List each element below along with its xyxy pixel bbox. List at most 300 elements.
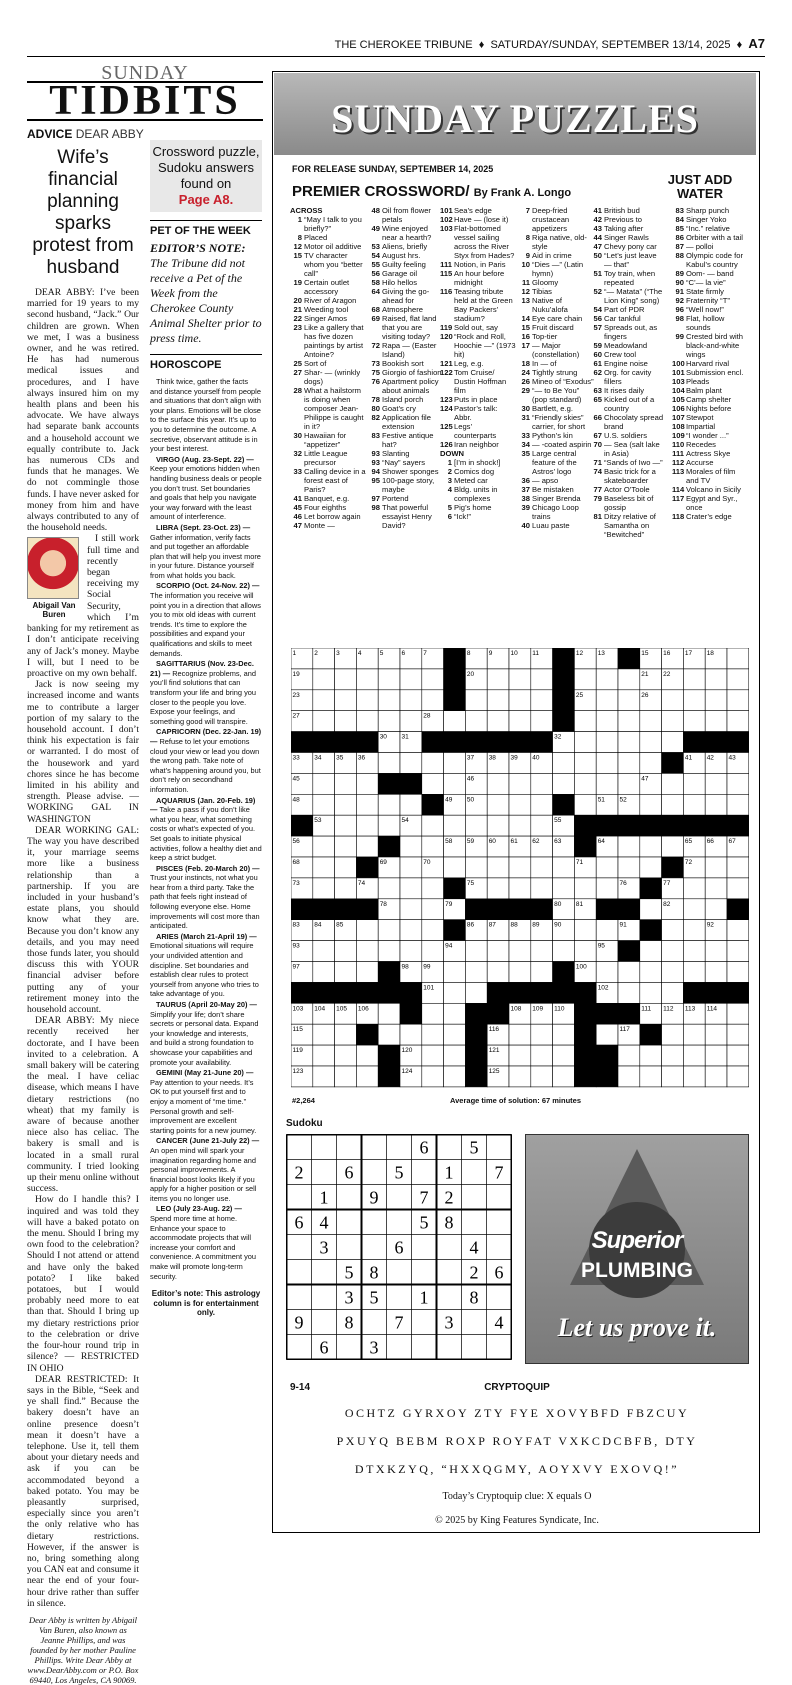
grid-cell[interactable] (400, 878, 422, 899)
grid-cell[interactable] (378, 920, 400, 941)
grid-cell[interactable] (640, 753, 662, 774)
sudoku-cell[interactable] (312, 1160, 337, 1185)
grid-cell[interactable] (335, 815, 357, 836)
grid-cell[interactable] (487, 669, 509, 690)
grid-cell[interactable] (705, 794, 727, 815)
sudoku-cell[interactable] (437, 1285, 462, 1310)
clue-number: 77 (593, 485, 602, 494)
grid-cell[interactable] (356, 773, 378, 794)
grid-cell[interactable] (662, 794, 684, 815)
sudoku-cell[interactable] (487, 1235, 512, 1260)
grid-cell[interactable] (313, 1024, 335, 1045)
grid-cell[interactable] (313, 962, 335, 983)
sudoku-cell[interactable] (462, 1210, 487, 1235)
grid-cell[interactable] (444, 1024, 466, 1045)
grid-cell[interactable] (531, 941, 553, 962)
grid-cell[interactable] (356, 1045, 378, 1066)
grid-cell[interactable] (356, 690, 378, 711)
grid-cell[interactable] (683, 878, 705, 899)
clue (590, 467, 666, 485)
grid-cell[interactable] (574, 878, 596, 899)
grid-cell[interactable] (727, 794, 749, 815)
grid-cell[interactable] (640, 982, 662, 1003)
sudoku-cell[interactable] (312, 1285, 337, 1310)
grid-cell[interactable] (705, 899, 727, 920)
grid-cell[interactable] (335, 690, 357, 711)
grid-cell[interactable] (662, 711, 684, 732)
grid-cell[interactable] (356, 794, 378, 815)
grid-cell[interactable] (400, 836, 422, 857)
grid-cell[interactable] (444, 1003, 466, 1024)
grid-cell[interactable] (574, 773, 596, 794)
grid-cell[interactable] (422, 1045, 444, 1066)
grid-cell[interactable] (313, 1066, 335, 1087)
grid-cell[interactable] (662, 690, 684, 711)
grid-cell[interactable] (727, 941, 749, 962)
sudoku-cell[interactable] (312, 1310, 337, 1335)
sudoku-cell[interactable] (412, 1335, 437, 1360)
grid-cell[interactable] (356, 920, 378, 941)
grid-cell[interactable] (618, 690, 640, 711)
grid-cell[interactable] (553, 1045, 575, 1066)
grid-cell[interactable] (596, 857, 618, 878)
clue (590, 512, 666, 539)
grid-cell[interactable] (531, 669, 553, 690)
grid-cell[interactable] (596, 773, 618, 794)
clue-text: Giving the go-ahead for (382, 287, 430, 305)
grid-cell[interactable] (356, 962, 378, 983)
sudoku-cell[interactable] (412, 1260, 437, 1285)
sudoku-cell[interactable] (387, 1135, 412, 1160)
grid-cell[interactable] (553, 753, 575, 774)
grid-cell[interactable] (444, 1066, 466, 1087)
grid-cell[interactable] (662, 920, 684, 941)
grid-cell[interactable] (531, 690, 553, 711)
grid-cell[interactable] (531, 1045, 553, 1066)
grid-cell[interactable] (487, 857, 509, 878)
grid-cell[interactable] (683, 773, 705, 794)
clue-number: 1 (447, 458, 452, 467)
sudoku-cell[interactable] (487, 1335, 512, 1360)
grid-cell[interactable] (422, 1066, 444, 1087)
grid-cell[interactable] (705, 1045, 727, 1066)
sudoku-cell[interactable] (487, 1210, 512, 1235)
grid-cell[interactable] (422, 690, 444, 711)
grid-cell[interactable] (444, 753, 466, 774)
grid-cell[interactable] (400, 690, 422, 711)
grid-cell[interactable] (335, 794, 357, 815)
clue-number: 54 (593, 305, 602, 314)
grid-cell[interactable] (335, 962, 357, 983)
promo-page-link[interactable]: Page A8. (178, 192, 234, 207)
grid-cell[interactable] (531, 815, 553, 836)
grid-cell[interactable] (640, 941, 662, 962)
grid-cell[interactable] (727, 1024, 749, 1045)
sudoku-cell[interactable] (387, 1210, 412, 1235)
grid-cell[interactable] (705, 669, 727, 690)
grid-cell[interactable] (335, 1066, 357, 1087)
grid-cell[interactable] (683, 794, 705, 815)
grid-cell[interactable] (335, 941, 357, 962)
grid-cell[interactable] (618, 753, 640, 774)
grid-cell[interactable] (705, 773, 727, 794)
grid-cell[interactable] (378, 753, 400, 774)
grid-cell[interactable] (487, 773, 509, 794)
grid-cell[interactable] (335, 857, 357, 878)
grid-cell[interactable] (574, 920, 596, 941)
black-square (465, 732, 487, 753)
sudoku-cell[interactable] (462, 1185, 487, 1210)
grid-cell[interactable] (509, 962, 531, 983)
grid-cell[interactable] (531, 794, 553, 815)
grid-cell[interactable] (553, 773, 575, 794)
sudoku-cell[interactable] (337, 1135, 362, 1160)
grid-cell[interactable] (356, 941, 378, 962)
grid-cell[interactable] (727, 1003, 749, 1024)
grid-cell[interactable] (422, 836, 444, 857)
grid-cell[interactable] (531, 773, 553, 794)
grid-cell[interactable] (618, 711, 640, 732)
sudoku-cell[interactable] (462, 1160, 487, 1185)
sudoku-cell[interactable] (487, 1285, 512, 1310)
grid-cell[interactable] (487, 711, 509, 732)
grid-cell[interactable] (378, 669, 400, 690)
grid-cell[interactable] (683, 711, 705, 732)
grid-cell[interactable] (487, 941, 509, 962)
grid-cell[interactable] (662, 1024, 684, 1045)
grid-cell[interactable] (509, 711, 531, 732)
grid-cell[interactable] (335, 669, 357, 690)
grid-cell[interactable] (596, 878, 618, 899)
grid-cell[interactable] (465, 962, 487, 983)
sudoku-cell[interactable] (387, 1260, 412, 1285)
grid-cell[interactable] (509, 857, 531, 878)
grid-cell[interactable] (618, 1066, 640, 1087)
sudoku-cell[interactable] (362, 1310, 387, 1335)
sudoku-cell[interactable] (362, 1235, 387, 1260)
grid-cell[interactable] (422, 920, 444, 941)
crossword-grid[interactable] (291, 648, 749, 1088)
grid-cell[interactable] (356, 669, 378, 690)
grid-cell[interactable] (487, 878, 509, 899)
grid-cell[interactable] (683, 920, 705, 941)
grid-cell[interactable] (662, 962, 684, 983)
crossword-grid-svg[interactable] (291, 648, 749, 1088)
clue-number: 70 (593, 440, 602, 449)
grid-cell[interactable] (465, 857, 487, 878)
grid-cell[interactable] (444, 982, 466, 1003)
sudoku-cell[interactable] (437, 1335, 462, 1360)
sudoku-cell[interactable] (362, 1135, 387, 1160)
grid-cell[interactable] (531, 857, 553, 878)
sudoku-cell[interactable] (462, 1335, 487, 1360)
grid-cell[interactable] (313, 711, 335, 732)
sudoku-cell[interactable] (387, 1335, 412, 1360)
grid-cell[interactable] (422, 878, 444, 899)
grid-cell[interactable] (683, 941, 705, 962)
grid-cell[interactable] (444, 815, 466, 836)
grid-cell[interactable] (727, 857, 749, 878)
grid-cell[interactable] (378, 941, 400, 962)
grid-cell[interactable] (705, 1024, 727, 1045)
sudoku-cell[interactable] (287, 1335, 312, 1360)
sudoku-cell[interactable] (487, 1185, 512, 1210)
grid-cell[interactable] (640, 899, 662, 920)
grid-cell[interactable] (378, 690, 400, 711)
grid-cell[interactable] (444, 962, 466, 983)
grid-cell[interactable] (509, 878, 531, 899)
sudoku-cell[interactable] (437, 1260, 462, 1285)
grid-cell[interactable] (509, 941, 531, 962)
grid-cell[interactable] (705, 690, 727, 711)
grid-cell[interactable] (640, 836, 662, 857)
grid-cell[interactable] (487, 794, 509, 815)
grid-cell[interactable] (727, 1066, 749, 1087)
grid-cell[interactable] (313, 794, 335, 815)
grid-cell[interactable] (422, 899, 444, 920)
sudoku-cell[interactable] (387, 1285, 412, 1310)
sudoku-svg[interactable] (286, 1134, 512, 1360)
grid-cell[interactable] (356, 836, 378, 857)
sudoku-cell[interactable] (312, 1135, 337, 1160)
grid-cell[interactable] (422, 1003, 444, 1024)
sudoku-cell[interactable] (337, 1335, 362, 1360)
grid-cell[interactable] (400, 941, 422, 962)
grid-cell[interactable] (422, 773, 444, 794)
grid-cell[interactable] (662, 1045, 684, 1066)
grid-cell[interactable] (683, 690, 705, 711)
grid-cell[interactable] (444, 773, 466, 794)
grid-cell[interactable] (727, 669, 749, 690)
grid-cell[interactable] (574, 669, 596, 690)
grid-cell[interactable] (444, 711, 466, 732)
grid-cell[interactable] (640, 711, 662, 732)
grid-cell[interactable] (596, 1024, 618, 1045)
grid-cell[interactable] (618, 982, 640, 1003)
grid-cell[interactable] (313, 941, 335, 962)
grid-cell[interactable] (487, 815, 509, 836)
grid-cell[interactable] (574, 732, 596, 753)
sudoku-cell[interactable] (287, 1235, 312, 1260)
grid-cell[interactable] (683, 669, 705, 690)
grid-cell[interactable] (531, 1024, 553, 1045)
grid-cell[interactable] (618, 836, 640, 857)
sudoku-cell[interactable] (337, 1210, 362, 1235)
grid-cell[interactable] (509, 794, 531, 815)
grid-cell[interactable] (596, 690, 618, 711)
grid-cell[interactable] (422, 815, 444, 836)
grid-cell[interactable] (640, 1045, 662, 1066)
grid-cell[interactable] (335, 711, 357, 732)
grid-cell[interactable] (640, 732, 662, 753)
grid-cell[interactable] (574, 753, 596, 774)
grid-cell[interactable] (531, 878, 553, 899)
grid-cell[interactable] (335, 1024, 357, 1045)
grid-cell[interactable] (727, 690, 749, 711)
grid-cell[interactable] (596, 962, 618, 983)
grid-cell[interactable] (378, 711, 400, 732)
grid-cell[interactable] (465, 982, 487, 1003)
grid-cell[interactable] (465, 815, 487, 836)
grid-cell[interactable] (618, 732, 640, 753)
grid-cell[interactable] (727, 962, 749, 983)
sudoku-cell[interactable] (287, 1185, 312, 1210)
grid-cell[interactable] (662, 732, 684, 753)
sudoku-cell[interactable] (412, 1310, 437, 1335)
grid-cell[interactable] (400, 753, 422, 774)
grid-cell[interactable] (465, 941, 487, 962)
grid-cell[interactable] (356, 711, 378, 732)
sudoku-cell[interactable] (412, 1235, 437, 1260)
grid-cell[interactable] (531, 1066, 553, 1087)
plumbing-ad[interactable] (525, 1134, 749, 1364)
grid-cell[interactable] (313, 669, 335, 690)
grid-cell[interactable] (422, 753, 444, 774)
grid-cell[interactable] (400, 669, 422, 690)
grid-cell[interactable] (400, 857, 422, 878)
sudoku-cell[interactable] (387, 1185, 412, 1210)
grid-cell[interactable] (553, 878, 575, 899)
grid-cell[interactable] (335, 773, 357, 794)
grid-cell[interactable] (640, 857, 662, 878)
grid-cell[interactable] (356, 815, 378, 836)
grid-cell[interactable] (727, 711, 749, 732)
grid-cell[interactable] (509, 1045, 531, 1066)
grid-cell[interactable] (422, 669, 444, 690)
grid-cell[interactable] (618, 962, 640, 983)
grid-cell[interactable] (531, 711, 553, 732)
grid-cell[interactable] (487, 690, 509, 711)
grid-cell[interactable] (400, 711, 422, 732)
grid-cell[interactable] (683, 1045, 705, 1066)
grid-cell[interactable] (400, 920, 422, 941)
grid-cell[interactable] (596, 732, 618, 753)
grid-cell[interactable] (509, 1024, 531, 1045)
sudoku-cell[interactable] (412, 1160, 437, 1185)
grid-cell[interactable] (683, 1024, 705, 1045)
grid-cell[interactable] (400, 899, 422, 920)
grid-cell[interactable] (378, 1003, 400, 1024)
sudoku-cell[interactable] (437, 1235, 462, 1260)
grid-cell[interactable] (640, 1066, 662, 1087)
grid-cell[interactable] (378, 794, 400, 815)
grid-cell[interactable] (509, 690, 531, 711)
grid-cell[interactable] (378, 878, 400, 899)
grid-cell[interactable] (313, 690, 335, 711)
grid-cell[interactable] (618, 857, 640, 878)
grid-cell[interactable] (596, 711, 618, 732)
grid-cell[interactable] (313, 773, 335, 794)
grid-cell[interactable] (705, 941, 727, 962)
grid-cell[interactable] (596, 753, 618, 774)
sudoku-cell[interactable] (287, 1135, 312, 1160)
grid-cell[interactable] (444, 1045, 466, 1066)
sign-name: PISCES (Feb. 20-March 20) — (156, 863, 260, 873)
grid-cell[interactable] (727, 648, 749, 669)
grid-cell[interactable] (705, 878, 727, 899)
grid-cell[interactable] (335, 1045, 357, 1066)
grid-cell[interactable] (705, 711, 727, 732)
grid-cell[interactable] (705, 1066, 727, 1087)
grid-cell[interactable] (465, 690, 487, 711)
grid-cell[interactable] (313, 836, 335, 857)
grid-cell[interactable] (313, 857, 335, 878)
grid-cell[interactable] (378, 1024, 400, 1045)
grid-cell[interactable] (662, 941, 684, 962)
grid-cell[interactable] (727, 773, 749, 794)
grid-cell[interactable] (618, 669, 640, 690)
grid-cell[interactable] (553, 1024, 575, 1045)
grid-cell[interactable] (574, 711, 596, 732)
grid-cell[interactable] (400, 794, 422, 815)
sudoku-cell[interactable] (337, 1185, 362, 1210)
grid-cell[interactable] (727, 878, 749, 899)
grid-cell[interactable] (683, 1066, 705, 1087)
grid-cell[interactable] (444, 857, 466, 878)
grid-cell[interactable] (662, 836, 684, 857)
sudoku-cell[interactable] (362, 1160, 387, 1185)
grid-cell[interactable] (727, 1045, 749, 1066)
grid-cell[interactable] (487, 962, 509, 983)
grid-cell[interactable] (422, 1024, 444, 1045)
grid-cell[interactable] (553, 941, 575, 962)
grid-cell[interactable] (705, 962, 727, 983)
grid-cell[interactable] (553, 857, 575, 878)
sudoku-cell[interactable] (287, 1260, 312, 1285)
grid-cell[interactable] (356, 1066, 378, 1087)
grid-cell[interactable] (509, 815, 531, 836)
sudoku-cell[interactable] (362, 1210, 387, 1235)
grid-cell[interactable] (705, 857, 727, 878)
grid-cell[interactable] (465, 711, 487, 732)
grid-cell[interactable] (509, 669, 531, 690)
grid-cell[interactable] (662, 1066, 684, 1087)
grid-cell[interactable] (683, 899, 705, 920)
grid-cell[interactable] (640, 794, 662, 815)
grid-cell[interactable] (509, 1066, 531, 1087)
grid-cell[interactable] (662, 982, 684, 1003)
grid-cell[interactable] (574, 794, 596, 815)
grid-cell[interactable] (574, 941, 596, 962)
grid-cell[interactable] (400, 1024, 422, 1045)
grid-cell[interactable] (335, 836, 357, 857)
grid-cell[interactable] (618, 1045, 640, 1066)
sudoku-cell[interactable] (337, 1235, 362, 1260)
grid-cell[interactable] (596, 920, 618, 941)
grid-cell[interactable] (335, 878, 357, 899)
sudoku-cell[interactable] (287, 1285, 312, 1310)
sudoku-cell[interactable] (487, 1135, 512, 1160)
cell-number: 23 (292, 691, 300, 699)
sudoku-grid[interactable] (286, 1134, 512, 1365)
grid-cell[interactable] (596, 669, 618, 690)
grid-cell[interactable] (640, 962, 662, 983)
grid-cell[interactable] (531, 962, 553, 983)
sudoku-cell[interactable] (437, 1135, 462, 1160)
grid-cell[interactable] (618, 773, 640, 794)
sudoku-cell[interactable] (312, 1260, 337, 1285)
sudoku-cell[interactable] (462, 1310, 487, 1335)
grid-cell[interactable] (683, 962, 705, 983)
grid-cell[interactable] (313, 1045, 335, 1066)
grid-cell[interactable] (662, 773, 684, 794)
grid-cell[interactable] (553, 1066, 575, 1087)
grid-cell[interactable] (509, 773, 531, 794)
grid-cell[interactable] (378, 815, 400, 836)
grid-cell[interactable] (727, 920, 749, 941)
grid-cell[interactable] (313, 878, 335, 899)
grid-cell[interactable] (422, 941, 444, 962)
